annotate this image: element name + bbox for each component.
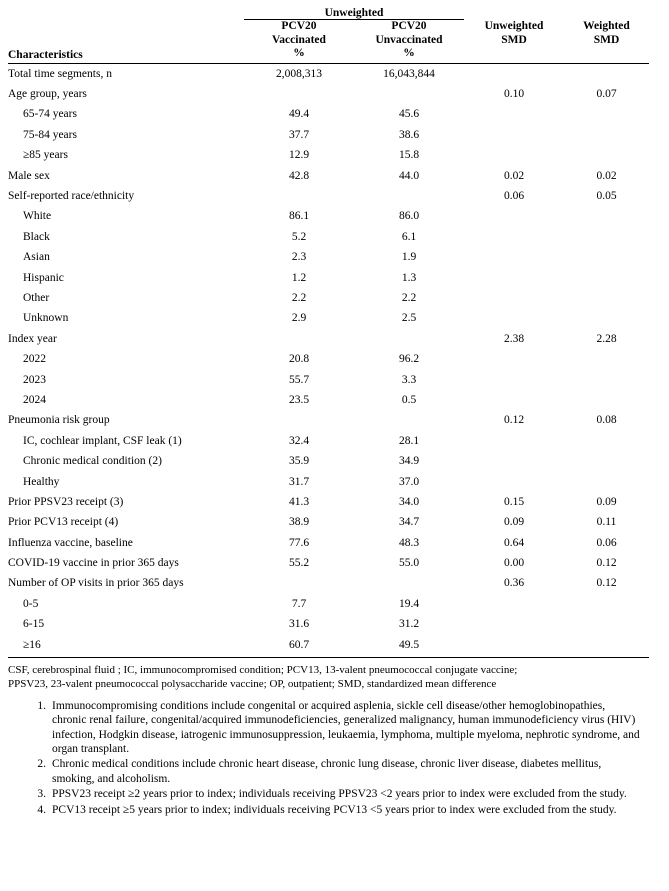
table-row xyxy=(8,145,649,165)
cell-unweighted-smd: 0.64 xyxy=(503,536,525,549)
cell-unvaccinated: 1.3 xyxy=(401,271,417,284)
header-weighted-smd-line1: Weighted xyxy=(583,20,630,32)
cell-vaccinated: 23.5 xyxy=(288,393,310,406)
cell-weighted-smd: 0.02 xyxy=(596,169,617,182)
cell-weighted-smd xyxy=(564,369,649,389)
cell-vaccinated: 5.2 xyxy=(291,230,307,243)
cell-vaccinated: 60.7 xyxy=(288,638,310,651)
cell-vaccinated: 77.6 xyxy=(288,536,310,549)
row-label: ≥16 xyxy=(23,638,41,651)
cell-vaccinated xyxy=(244,186,354,206)
cell-unvaccinated: 49.5 xyxy=(398,638,420,651)
table-row xyxy=(8,63,649,84)
cell-vaccinated: 2.3 xyxy=(291,251,307,264)
cell-vaccinated: 49.4 xyxy=(288,108,310,121)
cell-vaccinated: 41.3 xyxy=(288,495,310,508)
cell-unweighted-smd xyxy=(464,614,564,634)
cell-weighted-smd xyxy=(564,308,649,328)
header-unvaccinated-pct: % xyxy=(403,47,415,59)
table-row xyxy=(8,206,649,226)
row-label: Chronic medical condition (2) xyxy=(23,455,162,468)
cell-unweighted-smd: 0.02 xyxy=(503,169,525,182)
table-row xyxy=(8,308,649,328)
cell-unweighted-smd xyxy=(464,63,564,84)
cell-unweighted-smd: 0.06 xyxy=(503,190,525,203)
document-page xyxy=(0,7,669,891)
table-row xyxy=(8,125,649,145)
cell-weighted-smd: 0.05 xyxy=(596,190,617,203)
cell-weighted-smd: 0.08 xyxy=(596,414,617,427)
cell-unvaccinated: 1.9 xyxy=(401,251,417,264)
cell-unweighted-smd: 0.15 xyxy=(503,495,525,508)
cell-unvaccinated: 48.3 xyxy=(398,536,420,549)
row-label: 2024 xyxy=(23,393,46,406)
header-blank-usmd-3 xyxy=(464,47,564,61)
cell-unweighted-smd xyxy=(464,104,564,124)
header-blank-char-1 xyxy=(8,20,244,34)
table-row xyxy=(8,104,649,124)
cell-unweighted-smd xyxy=(464,227,564,247)
header-unvaccinated-line1: PCV20 xyxy=(391,20,427,32)
cell-unweighted-smd xyxy=(464,451,564,471)
row-label: Unknown xyxy=(23,312,69,325)
row-label: Hispanic xyxy=(23,271,64,284)
table-row xyxy=(8,451,649,471)
cell-vaccinated: 37.7 xyxy=(288,128,310,141)
row-label: Number of OP visits in prior 365 days xyxy=(8,577,184,590)
cell-unweighted-smd: 0.36 xyxy=(503,577,525,590)
note-item xyxy=(0,699,641,757)
cell-vaccinated: 42.8 xyxy=(288,169,310,182)
cell-vaccinated: 32.4 xyxy=(288,434,310,447)
table-body xyxy=(8,63,649,655)
row-label: ≥85 years xyxy=(23,149,68,162)
cell-vaccinated: 12.9 xyxy=(288,149,310,162)
row-label: COVID-19 vaccine in prior 365 days xyxy=(8,557,179,570)
cell-unweighted-smd xyxy=(464,431,564,451)
table-row xyxy=(8,410,649,430)
abbreviation-line-2: PPSV23, 23-valent pneumococcal polysaccharide vaccine; OP, outpatient; SMD, standardized mean difference xyxy=(8,678,497,691)
cell-unvaccinated xyxy=(354,186,464,206)
numbered-notes-list xyxy=(0,699,641,817)
table-row xyxy=(8,471,649,491)
note-number: 1. xyxy=(37,699,46,712)
row-label: Pneumonia risk group xyxy=(8,414,110,427)
cell-vaccinated xyxy=(244,410,354,430)
cell-vaccinated: 86.1 xyxy=(288,210,310,223)
table-row xyxy=(8,186,649,206)
cell-unvaccinated: 96.2 xyxy=(398,353,420,366)
header-blank-wsmd-3 xyxy=(564,47,649,61)
row-label: Other xyxy=(23,291,50,304)
cell-unvaccinated: 0.5 xyxy=(401,393,417,406)
cell-vaccinated xyxy=(244,84,354,104)
cell-unvaccinated: 3.3 xyxy=(401,373,417,386)
cell-weighted-smd: 0.07 xyxy=(596,88,617,101)
cell-unvaccinated: 55.0 xyxy=(398,557,420,570)
cell-vaccinated: 2.9 xyxy=(291,312,307,325)
cell-vaccinated: 31.7 xyxy=(288,475,310,488)
note-text: PCV13 receipt ≥5 years prior to index; individuals receiving PCV13 <5 years prior to index were excluded from the study. xyxy=(52,803,617,816)
cell-weighted-smd xyxy=(564,594,649,614)
cell-vaccinated: 1.2 xyxy=(291,271,307,284)
row-label: 2023 xyxy=(23,373,46,386)
cell-weighted-smd: 2.28 xyxy=(596,332,617,345)
row-label: Influenza vaccine, baseline xyxy=(8,536,133,549)
table-row xyxy=(8,267,649,287)
note-number: 3. xyxy=(37,788,46,801)
cell-unvaccinated: 15.8 xyxy=(398,149,420,162)
header-line1-row xyxy=(8,20,649,34)
cell-weighted-smd xyxy=(564,206,649,226)
row-label: 6-15 xyxy=(23,618,45,631)
cell-vaccinated: 2,008,313 xyxy=(276,67,322,80)
cell-weighted-smd xyxy=(564,125,649,145)
cell-unvaccinated: 2.2 xyxy=(401,291,417,304)
footer-rule xyxy=(8,655,649,658)
row-label: Prior PCV13 receipt (4) xyxy=(8,516,119,529)
cell-vaccinated: 38.9 xyxy=(288,516,310,529)
table-row xyxy=(8,349,649,369)
row-label: 2022 xyxy=(23,353,46,366)
cell-weighted-smd xyxy=(564,349,649,369)
cell-vaccinated: 31.6 xyxy=(288,618,310,631)
cell-unweighted-smd xyxy=(464,125,564,145)
cell-vaccinated xyxy=(244,573,354,593)
table-row xyxy=(8,431,649,451)
row-label: IC, cochlear implant, CSF leak (1) xyxy=(23,434,182,447)
note-number: 2. xyxy=(37,758,46,771)
cell-unweighted-smd xyxy=(464,308,564,328)
cell-weighted-smd xyxy=(564,63,649,84)
header-vaccinated-line1: PCV20 xyxy=(281,20,317,32)
cell-unvaccinated: 86.0 xyxy=(398,210,420,223)
header-group-unweighted: Unweighted xyxy=(244,7,464,20)
row-label: Prior PPSV23 receipt (3) xyxy=(8,495,124,508)
header-group-blank-3 xyxy=(564,7,649,20)
cell-weighted-smd xyxy=(564,247,649,267)
header-unvaccinated-line2: Unvaccinated xyxy=(375,33,443,46)
cell-vaccinated: 7.7 xyxy=(291,597,307,610)
row-label: Male sex xyxy=(8,169,50,182)
cell-unweighted-smd xyxy=(464,390,564,410)
header-group-row xyxy=(8,7,649,20)
cell-unvaccinated: 28.1 xyxy=(398,434,420,447)
table-row xyxy=(8,165,649,185)
table-header xyxy=(8,7,649,63)
row-label: 0-5 xyxy=(23,597,39,610)
characteristics-table xyxy=(8,7,649,658)
cell-vaccinated: 55.7 xyxy=(288,373,310,386)
row-label: Healthy xyxy=(23,475,60,488)
table-row xyxy=(8,492,649,512)
cell-unvaccinated: 34.0 xyxy=(398,495,420,508)
cell-unvaccinated: 34.9 xyxy=(398,455,420,468)
row-label: Self-reported race/ethnicity xyxy=(8,190,135,203)
header-vaccinated-line2: Vaccinated xyxy=(272,33,326,46)
row-label: Black xyxy=(23,230,50,243)
table-row xyxy=(8,532,649,552)
cell-unweighted-smd xyxy=(464,267,564,287)
cell-unweighted-smd xyxy=(464,247,564,267)
note-text: PPSV23 receipt ≥2 years prior to index; individuals receiving PPSV23 <2 years prior to index were excluded from the study. xyxy=(52,788,627,801)
cell-unweighted-smd xyxy=(464,634,564,654)
abbreviations-block xyxy=(8,663,656,692)
cell-unvaccinated xyxy=(354,573,464,593)
cell-weighted-smd xyxy=(564,145,649,165)
cell-unweighted-smd xyxy=(464,594,564,614)
note-item xyxy=(0,787,641,801)
table-footer-rule xyxy=(8,655,649,658)
table-row xyxy=(8,614,649,634)
header-group-blank-2 xyxy=(464,7,564,20)
cell-unweighted-smd: 0.00 xyxy=(503,557,525,570)
cell-unvaccinated: 6.1 xyxy=(401,230,417,243)
cell-weighted-smd xyxy=(564,431,649,451)
cell-unweighted-smd: 0.10 xyxy=(503,88,525,101)
table-row xyxy=(8,369,649,389)
table-row xyxy=(8,227,649,247)
cell-unvaccinated: 31.2 xyxy=(398,618,420,631)
cell-vaccinated: 2.2 xyxy=(291,291,307,304)
cell-unvaccinated xyxy=(354,329,464,349)
cell-weighted-smd xyxy=(564,227,649,247)
cell-unweighted-smd xyxy=(464,206,564,226)
table-row xyxy=(8,594,649,614)
cell-unweighted-smd: 0.09 xyxy=(503,516,525,529)
row-label: Asian xyxy=(23,251,50,264)
cell-weighted-smd: 0.12 xyxy=(596,557,617,570)
cell-weighted-smd xyxy=(564,288,649,308)
cell-weighted-smd xyxy=(564,104,649,124)
note-text: Chronic medical conditions include chronic heart disease, chronic lung disease, chronic liver disease, diabetes mellitus, smoking, and alcoholism. xyxy=(52,758,602,785)
note-item xyxy=(0,757,641,786)
cell-unvaccinated xyxy=(354,84,464,104)
header-group-blank xyxy=(8,7,244,20)
note-number: 4. xyxy=(37,803,46,816)
cell-vaccinated: 35.9 xyxy=(288,455,310,468)
cell-unweighted-smd xyxy=(464,145,564,165)
abbreviation-line-1: CSF, cerebrospinal fluid ; IC, immunocompromised condition; PCV13, 13-valent pneumococcal conjugate vaccine; xyxy=(8,663,518,676)
cell-weighted-smd xyxy=(564,390,649,410)
header-unweighted-smd-line1: Unweighted xyxy=(484,20,544,32)
note-text: Immunocompromising conditions include congenital or acquired asplenia, sickle cell disease/other hemoglobinopathies, chronic renal failure, congenital/acquired immunodeficiencies, generalized malignancy, human immunodeficiency virus (HIV) infection, Hodgkin disease, iatrogenic immunosuppression, leukaemia, lymphoma, multiple myeloma, nephrotic syndrome, and organ transplant. xyxy=(52,699,640,756)
cell-vaccinated: 55.2 xyxy=(288,557,310,570)
cell-unvaccinated: 19.4 xyxy=(398,597,420,610)
cell-unvaccinated: 16,043,844 xyxy=(383,67,435,80)
cell-weighted-smd: 0.12 xyxy=(596,577,617,590)
table-row xyxy=(8,553,649,573)
cell-unweighted-smd xyxy=(464,471,564,491)
cell-unvaccinated xyxy=(354,410,464,430)
header-line3-row xyxy=(8,47,649,61)
row-label: White xyxy=(23,210,52,223)
cell-weighted-smd xyxy=(564,614,649,634)
cell-vaccinated xyxy=(244,329,354,349)
cell-unvaccinated: 44.0 xyxy=(398,169,420,182)
header-blank-char-2 xyxy=(8,34,244,48)
header-characteristics: Characteristics xyxy=(8,48,83,61)
cell-unweighted-smd xyxy=(464,349,564,369)
table-row xyxy=(8,288,649,308)
cell-unweighted-smd: 0.12 xyxy=(503,414,525,427)
cell-unvaccinated: 45.6 xyxy=(398,108,420,121)
table-row xyxy=(8,512,649,532)
cell-weighted-smd: 0.11 xyxy=(596,516,617,529)
cell-unweighted-smd: 2.38 xyxy=(503,332,525,345)
row-label: 65-74 years xyxy=(23,108,77,121)
row-label: Total time segments, n xyxy=(8,67,112,80)
cell-unweighted-smd xyxy=(464,369,564,389)
cell-weighted-smd: 0.06 xyxy=(596,536,617,549)
header-vaccinated-pct: % xyxy=(293,47,305,59)
cell-unvaccinated: 37.0 xyxy=(398,475,420,488)
cell-weighted-smd xyxy=(564,451,649,471)
header-unweighted-smd-line2: SMD xyxy=(501,33,527,46)
cell-vaccinated: 20.8 xyxy=(288,353,310,366)
table-row xyxy=(8,247,649,267)
row-label: 75-84 years xyxy=(23,128,77,141)
cell-unvaccinated: 2.5 xyxy=(401,312,417,325)
cell-unvaccinated: 34.7 xyxy=(398,516,420,529)
note-item xyxy=(0,803,641,817)
table-row xyxy=(8,390,649,410)
header-line2-row xyxy=(8,34,649,48)
table-row xyxy=(8,84,649,104)
row-label: Index year xyxy=(8,332,57,345)
cell-weighted-smd xyxy=(564,471,649,491)
row-label: Age group, years xyxy=(8,88,87,101)
table-row xyxy=(8,329,649,349)
table-row xyxy=(8,634,649,654)
cell-unweighted-smd xyxy=(464,288,564,308)
table-row xyxy=(8,573,649,593)
cell-unvaccinated: 38.6 xyxy=(398,128,420,141)
cell-weighted-smd xyxy=(564,267,649,287)
cell-weighted-smd xyxy=(564,634,649,654)
cell-weighted-smd: 0.09 xyxy=(596,495,617,508)
header-weighted-smd-line2: SMD xyxy=(593,33,620,46)
